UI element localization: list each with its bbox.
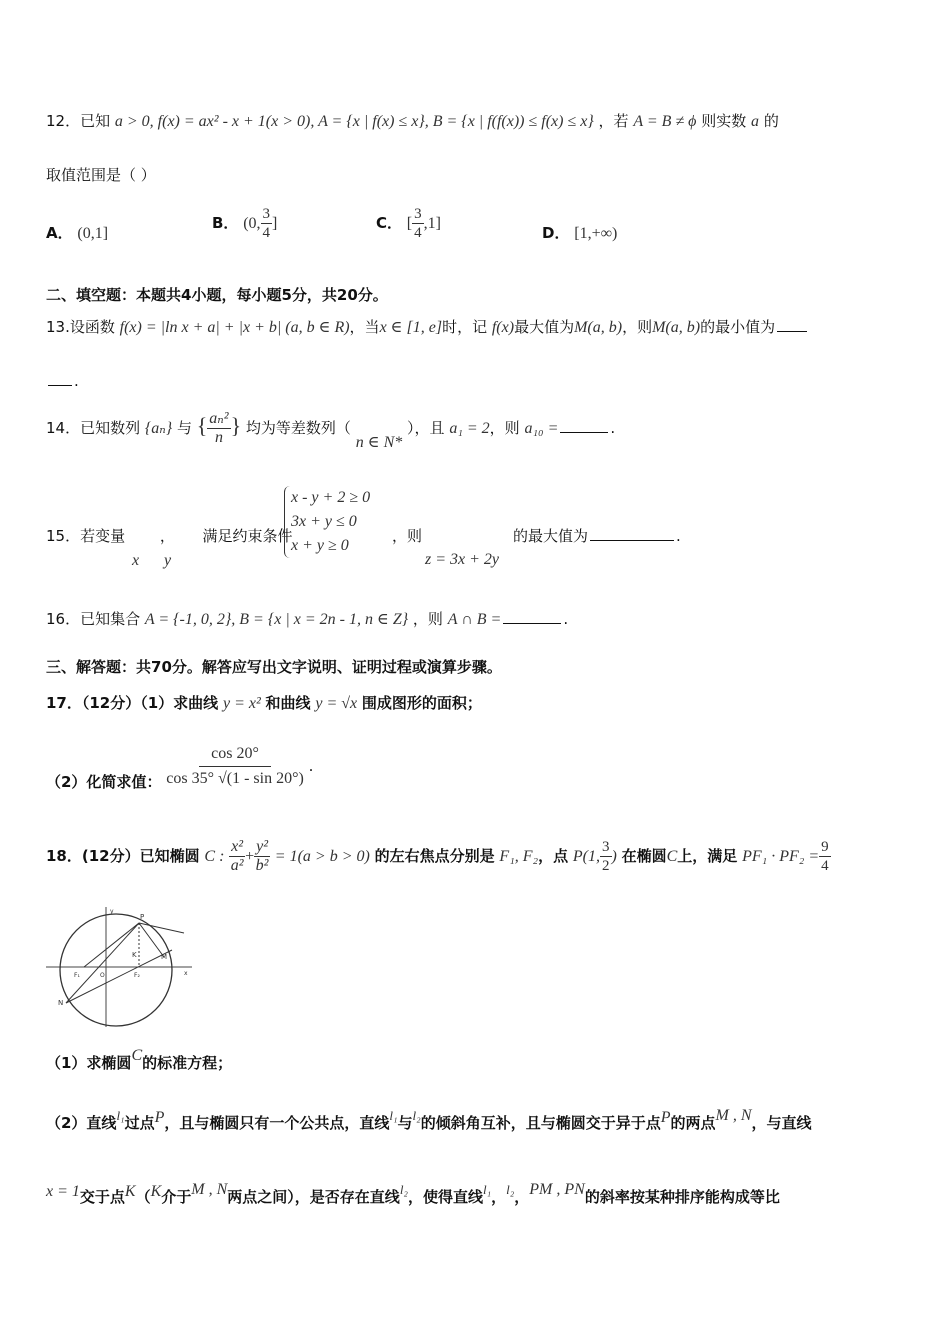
q17-text2: 围成图形的面积； (361, 694, 482, 712)
option-label: D． (542, 224, 570, 242)
option-fraction (412, 205, 424, 242)
q18-x1: x = 1 (46, 1183, 80, 1200)
frac-den: cos 35° √(1 - sin 20°) (166, 770, 304, 787)
label-y: y (110, 908, 114, 915)
q14-condition: n ∈ N* (355, 434, 403, 451)
q18-MN2: M , N (191, 1181, 228, 1198)
q18-line1 (46, 838, 831, 875)
frac-den: 4 (821, 858, 829, 874)
label-m: M (161, 953, 168, 961)
q12-option-b (212, 205, 277, 242)
frac-den: n (214, 429, 223, 446)
q14-text: 与 (176, 419, 192, 437)
frac-num: cos 20° (199, 742, 271, 767)
frac-den: 2 (602, 858, 610, 874)
q12-condition2: A = B ≠ ϕ (633, 113, 697, 130)
q18-number: 18．(12分）已知椭圆 (46, 847, 200, 865)
q18-p2-text7: ，与直线 (751, 1114, 812, 1132)
q18-part1 (46, 1047, 233, 1073)
constraint-row: x - y + 2 ≥ 0 (291, 489, 371, 506)
q18-p3-text2: （ (135, 1188, 151, 1206)
q18-l2b: l₂ (399, 1182, 408, 1197)
q18-foci: F₁, F₂ (499, 848, 539, 865)
option-value-post: ,1] (423, 215, 441, 232)
q16-number: 16．已知集合 (46, 610, 141, 628)
option-label: A． (46, 224, 73, 242)
q14-brace-close: } (230, 413, 242, 438)
frac-den: b² (255, 857, 269, 874)
q12-var: a (751, 113, 760, 130)
q18-p3-text6: ， (491, 1188, 507, 1206)
q17-line2 (46, 742, 313, 791)
q18-l2: l₂ (412, 1108, 421, 1123)
section-3-heading: 三、解答题：共70分。解答应写出文字说明、证明过程或演算步骤。 (46, 658, 502, 676)
q14-text4: ，则 (489, 419, 520, 437)
q15-var-x: x (132, 552, 140, 569)
q17-fraction (166, 742, 304, 791)
answer-blank (777, 330, 807, 332)
section-2-heading: 二、填空题：本题共4小题，每小题5分，共20分。 (46, 286, 388, 304)
option-label: C． (376, 214, 403, 232)
option-value-pre: [ (406, 215, 413, 232)
q18-text: 的左右焦点分别是 (374, 847, 495, 865)
q18-l1: l₁ (116, 1108, 125, 1123)
label-x: x (184, 970, 188, 977)
q18-dot-product: PF₁ · PF₂ = (742, 848, 820, 865)
q14-sequence: {aₙ} (144, 420, 173, 437)
q15-constraint-system (284, 486, 370, 558)
q18-point-post: ) (611, 848, 617, 865)
q12-line2: 取值范围是（ ） (46, 166, 156, 184)
q12-line1 (46, 110, 779, 131)
q13-function: f(x) = |ln x + a| + |x + b| (a, b ∈ R) (119, 319, 350, 336)
q18-point-pre: P(1, (572, 848, 600, 865)
q13-end: . (74, 372, 79, 390)
ellipse-figure (44, 905, 194, 1030)
q17-curve1: y = x² (222, 695, 261, 712)
q18-K2: K (150, 1183, 162, 1200)
frac-den: 4 (262, 225, 271, 241)
label-o: O (100, 972, 105, 979)
q14-a10: a₁₀ = (524, 420, 559, 437)
ellipse (60, 914, 172, 1026)
q18-p1-text: （1）求椭圆 (46, 1054, 132, 1072)
q14-text2: 均为等差数列（ (245, 419, 351, 437)
q15-tail (513, 525, 681, 546)
q18-P: P (154, 1109, 165, 1126)
q18-p3-text3: 介于 (161, 1188, 192, 1206)
q13-M2: M(a, b) (652, 319, 701, 336)
q17-curve2: y = √x (315, 695, 358, 712)
q13-domain: x ∈ [1, e] (379, 319, 443, 336)
q13-text2: 时，记 (442, 318, 488, 336)
frac-num: x² (231, 838, 244, 855)
q16-sets: A = {-1, 0, 2}, B = {x | x = 2n - 1, n ∈ Z} (144, 611, 409, 628)
frac-num: 3 (262, 206, 271, 222)
q15-text2: 满足约束条件 (202, 527, 293, 545)
q18-C2: C (666, 848, 678, 865)
q18-eq-tail: = 1(a > b > 0) (274, 848, 370, 865)
q18-p3-text4: 两点之间），是否存在直线 (227, 1188, 400, 1206)
q13-f: f(x) (491, 319, 515, 336)
label-f2: F₂ (134, 972, 140, 979)
q18-p2-text3: ，且与椭圆只有一个公共点，直线 (164, 1114, 390, 1132)
q18-p3-text5: ，使得直线 (407, 1188, 483, 1206)
q18-p2-text5: 的倾斜角互补，且与椭圆交于异于点 (420, 1114, 661, 1132)
label-f1: F₁ (74, 972, 80, 979)
option-value-post: ] (272, 215, 278, 232)
q18-point-frac (600, 838, 612, 875)
line-pf1 (84, 923, 139, 967)
q17-end: . (308, 757, 314, 775)
frac-den: a² (230, 857, 244, 874)
q14-number: 14．已知数列 (46, 419, 141, 437)
q13-line2 (46, 372, 79, 390)
q17-text: 和曲线 (265, 694, 311, 712)
q17-line1 (46, 692, 482, 713)
answer-blank (560, 431, 608, 433)
q18-frac-x (229, 838, 245, 875)
frac-num: y² (256, 838, 269, 855)
option-value: [1,+∞) (574, 225, 618, 242)
q18-p2-text6: 的两点 (670, 1114, 716, 1132)
q18-P2: P (660, 1109, 671, 1126)
q18-p1-text2: 的标准方程； (142, 1054, 233, 1072)
q18-part2-line1 (46, 1107, 812, 1133)
q16-line (46, 608, 568, 629)
q18-p2-text2: 过点 (124, 1114, 155, 1132)
q16-text: ，则 (412, 610, 443, 628)
constraint-row: x + y ≥ 0 (291, 537, 349, 554)
q12-text: ，若 (598, 112, 629, 130)
q18-frac-y (254, 838, 270, 875)
option-fraction (261, 205, 273, 242)
q18-p2-text4: 与 (397, 1114, 413, 1132)
q13-line1 (46, 316, 809, 337)
q16-end: . (563, 610, 569, 628)
plus-sign: + (245, 848, 255, 865)
q18-p3-text7: ， (514, 1188, 530, 1206)
q17-number: 17．（12分）（1）求曲线 (46, 694, 219, 712)
q16-intersection: A ∩ B = (447, 611, 502, 628)
q15-var-y: y (164, 552, 172, 569)
q12-option-c (376, 205, 441, 242)
q18-p3-text: 交于点 (79, 1188, 125, 1206)
label-k: K (132, 951, 137, 959)
q12-text2: 则实数 (701, 112, 747, 130)
q18-l2c: l₂ (506, 1182, 515, 1197)
frac-num: 3 (414, 206, 422, 222)
q14-fraction (207, 410, 230, 447)
q15-line (46, 525, 292, 546)
q15-text4: 的最大值为 (513, 527, 589, 545)
q15-number: 15．若变量 (46, 527, 126, 545)
q14-text3: ），且 (407, 419, 445, 437)
q15-objective: z = 3x + 2y (425, 551, 500, 568)
q15-text: ， (159, 527, 175, 545)
q14-brace-open: { (196, 413, 208, 438)
q18-p2-text: （2）直线 (46, 1114, 117, 1132)
option-label: B． (212, 214, 239, 232)
q18-text2: ，点 (538, 847, 569, 865)
q14-line (46, 410, 616, 451)
q18-part2-line2 (46, 1181, 780, 1207)
q15-text3: ，则 (392, 527, 423, 545)
option-value-pre: (0, (243, 215, 261, 232)
q12-condition: a > 0, f(x) = ax² - x + 1(x > 0), A = {x | f(x) ≤ x}, B = {x | f(f(x)) ≤ f(x) ≤ x} (114, 113, 594, 130)
q12-option-a (46, 222, 108, 243)
q13-text4: ，则 (622, 318, 653, 336)
frac-num: 3 (602, 839, 610, 855)
answer-blank (590, 539, 674, 541)
q14-a1: a₁ = 2 (449, 420, 490, 437)
q18-K: K (124, 1183, 136, 1200)
frac-num: 9 (821, 839, 829, 855)
q13-text5: 的最小值为 (700, 318, 776, 336)
q12-text3: 的 (763, 112, 779, 130)
label-n: N (58, 999, 64, 1007)
frac-den: 4 (414, 225, 422, 241)
q13-text3: 最大值为 (514, 318, 575, 336)
q13-number: 13.设函数 (46, 318, 115, 336)
line-pn (66, 950, 172, 1003)
q18-p1-C: C (131, 1047, 143, 1064)
q18-text4: 上，满足 (677, 847, 738, 865)
q18-PMPN: PM , PN (529, 1181, 585, 1198)
option-value: (0,1] (77, 225, 109, 242)
answer-blank (503, 622, 561, 624)
constraint-row: 3x + y ≤ 0 (291, 513, 357, 530)
q18-l1c: l₁ (482, 1182, 492, 1197)
line-l2 (66, 923, 139, 1003)
label-p: P (140, 913, 145, 921)
frac-num: aₙ² (209, 410, 229, 427)
q17-part2: （2）化简求值： (46, 773, 162, 791)
q18-C: C : (204, 848, 225, 865)
q18-MN: M , N (715, 1107, 752, 1124)
q18-p3-text8: 的斜率按某种排序能构成等比 (584, 1188, 780, 1206)
q12-option-d (542, 222, 617, 243)
q13-text: ，当 (349, 318, 380, 336)
q18-text3: 在椭圆 (621, 847, 667, 865)
q18-dot-frac (819, 838, 831, 875)
answer-blank (48, 384, 72, 386)
q15-end: . (676, 527, 681, 545)
q13-M: M(a, b) (574, 319, 623, 336)
q12-number: 12．已知 (46, 112, 111, 130)
q18-l1b: l₁ (389, 1108, 398, 1123)
q14-end: . (610, 419, 616, 437)
